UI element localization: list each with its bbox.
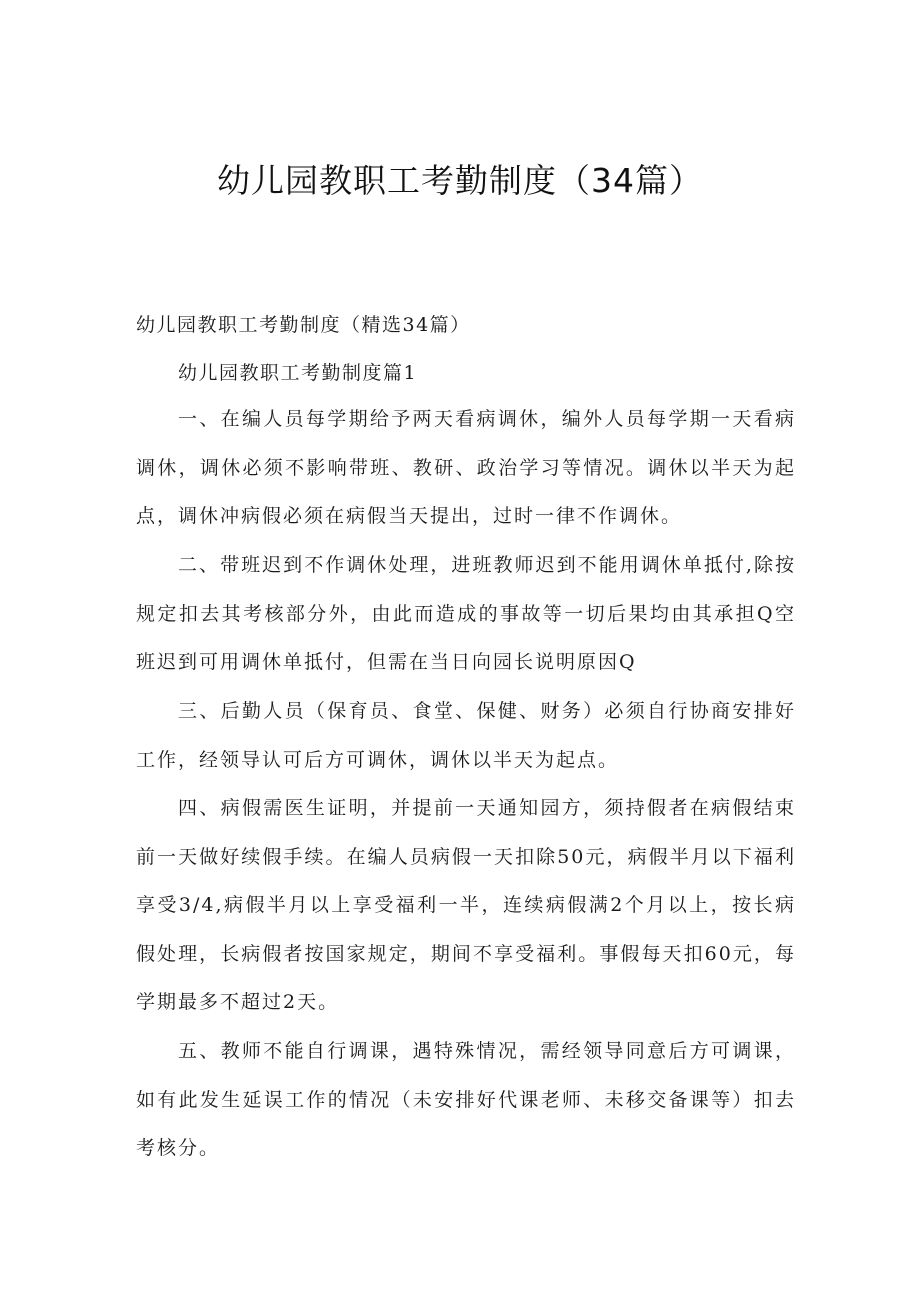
paragraph-5: 五、教师不能自行调课，遇特殊情况，需经领导同意后方可调课，如有此发生延误工作的情况（未安排好代课老师、未移交备课等）扣去考核分。 bbox=[136, 1040, 796, 1159]
paragraph-2: 二、带班迟到不作调休处理，进班教师迟到不能用调休单抵付,除按规定扣去其考核部分外，由此而造成的事故等一切后果均由其承担Q空班迟到可用调休单抵付，但需在当日向园长说明原因Q bbox=[136, 554, 796, 673]
section-heading: 幼儿园教职工考勤制度篇1 bbox=[178, 362, 418, 384]
paragraph-4: 四、病假需医生证明，并提前一天通知园方，须持假者在病假结束前一天做好续假手续。在编人员病假一天扣除50元，病假半月以下福利享受3/4,病假半月以上享受福利一半，连续病假满2个月以上，按长病假处理，长病假者按国家规定，期间不享受福利。事假每天扣60元，每学期最多不超过2天。 bbox=[136, 797, 796, 1013]
document-subtitle: 幼儿园教职工考勤制度（精选34篇） bbox=[136, 314, 471, 336]
document-title: 幼儿园教职工考勤制度（34篇） bbox=[217, 161, 703, 200]
paragraph-1: 一、在编人员每学期给予两天看病调休，编外人员每学期一天看病调休，调休必须不影响带班、教研、政治学习等情况。调休以半天为起点，调休冲病假必须在病假当天提出，过时一律不作调休。 bbox=[136, 408, 796, 527]
paragraph-3: 三、后勤人员（保育员、食堂、保健、财务）必须自行协商安排好工作，经领导认可后方可调休，调休以半天为起点。 bbox=[136, 700, 796, 771]
